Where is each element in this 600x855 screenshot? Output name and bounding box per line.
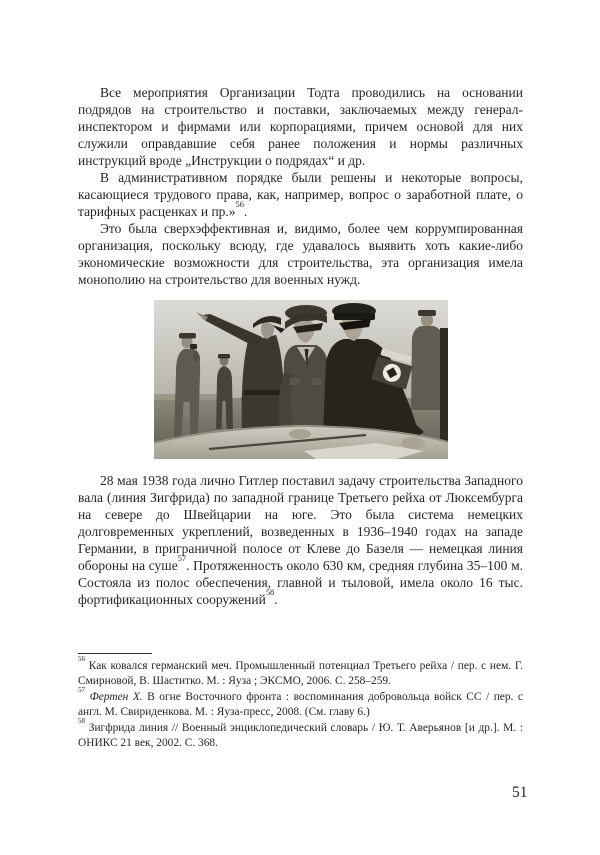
text-segment: . bbox=[243, 204, 248, 219]
officers-at-map-photo-graphic bbox=[154, 300, 448, 459]
footnote-ref: 56 bbox=[78, 655, 86, 664]
footnote-58 bbox=[78, 716, 523, 752]
text-segment: В огне Восточного фронта : воспоминания добровольца войск СС / пер. с англ. М. Свириденкова. М. : Яуза-пресс, 2008. (См. главу 6.) bbox=[78, 690, 523, 719]
paragraph-2 bbox=[78, 169, 523, 220]
text-segment: Фертен Х. bbox=[89, 690, 143, 703]
footnote-ref: 58 bbox=[78, 716, 86, 725]
paragraph-1 bbox=[78, 84, 523, 169]
paragraph-3 bbox=[78, 220, 523, 288]
footnote-56 bbox=[78, 655, 523, 690]
text-segment: Как ковался германский меч. Промышленный потенциал Третьего рейха / пер. с нем. Г. Смирновой, В. Шаститко. М. : Яуза ; ЭКСМО, 2006. С. 258–259. bbox=[78, 660, 523, 688]
historical-photo bbox=[154, 300, 448, 459]
footnote-ref: 57 bbox=[177, 553, 187, 563]
footnote-57 bbox=[78, 685, 523, 721]
footnote-separator bbox=[78, 653, 152, 654]
paragraph-4 bbox=[78, 472, 523, 608]
text-segment: Зигфрида линия // Военный энциклопедический словарь / Ю. Т. Аверьянов [и др.]. М. : ОНИКС 21 век, 2002. С. 368. bbox=[78, 721, 523, 750]
text-segment: . bbox=[274, 592, 278, 607]
footnotes-block bbox=[78, 653, 523, 751]
footnote-ref: 57 bbox=[78, 685, 86, 694]
page-number: 51 bbox=[512, 784, 528, 801]
body-text-block bbox=[78, 84, 523, 608]
text-segment: 28 мая 1938 года лично Гитлер поставил задачу строительства Западного вала (линия Зигфрида) по западной границе Третьего рейха от Люксембурга на севере до Швейцарии на юге. Это была система немецких долговременных укреплений, возведенных в 1936–1940 годах на западе Германии, в приграничной полосе от Клеве до Базеля — немецкая линия обороны на суше bbox=[78, 473, 523, 573]
text-segment: В административном порядке были решены и некоторые вопросы, касающиеся трудового права, как, например, вопрос о заработной плате, о тарифных расценках и пр.» bbox=[78, 170, 523, 219]
footnote-ref: 58 bbox=[265, 587, 275, 597]
footnote-ref: 56 bbox=[235, 199, 244, 209]
text-segment: Это была сверхэффективная и, видимо, более чем коррумпированная организация, поскольку всюду, где удавалось выявить хоть какие-либо экономические возможности для строительства, эта организация имела монополию на строительство для военных нужд. bbox=[78, 221, 523, 287]
text-segment: Все мероприятия Организации Тодта проводились на основании подрядов на строительство и поставки, заключаемых между генерал-инспектором и фирмами или корпорациями, причем основой для них служили оправдавшие себя ранее положения и нормы различных инструкций вроде „Инструкции о подрядах“ и др. bbox=[78, 85, 523, 168]
text-segment: . Протяженность около 630 км, средняя глубина 35–100 м. Состояла из полос обеспечения, главной и тыловой, имела около 16 тыс. фортификационных сооружений bbox=[78, 558, 523, 607]
